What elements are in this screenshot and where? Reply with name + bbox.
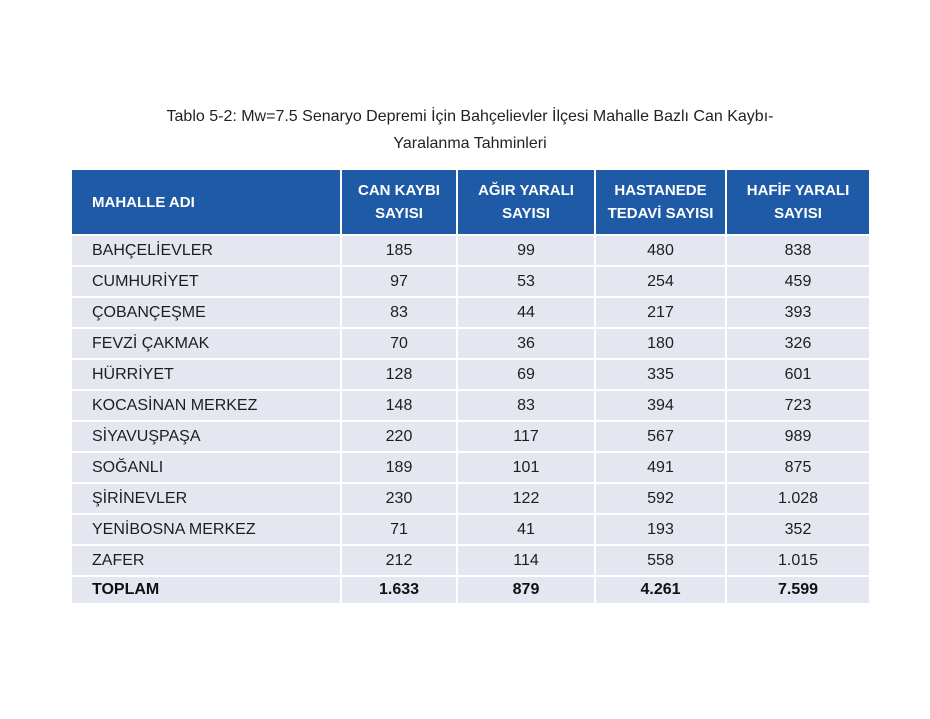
header-mahalle-adi: MAHALLE ADI: [72, 170, 342, 234]
cell-can-kaybi: 128: [342, 358, 458, 389]
table-body: [72, 234, 869, 603]
table-row: [72, 234, 869, 265]
cell-agir-yarali: 69: [458, 358, 596, 389]
cell-agir-yarali: 122: [458, 482, 596, 513]
cell-hafif-yarali: 989: [727, 420, 869, 451]
cell-hastanede-tedavi: 480: [596, 234, 727, 265]
cell-agir-yarali: 114: [458, 544, 596, 575]
cell-mahalle-adi: FEVZİ ÇAKMAK: [72, 327, 342, 358]
cell-hastanede-tedavi: 491: [596, 451, 727, 482]
cell-mahalle-adi: ÇOBANÇEŞME: [72, 296, 342, 327]
table-caption: [70, 103, 870, 157]
cell-can-kaybi: 230: [342, 482, 458, 513]
cell-can-kaybi: 71: [342, 513, 458, 544]
table-row: [72, 482, 869, 513]
table-row: [72, 296, 869, 327]
cell-agir-yarali: 879: [458, 575, 596, 603]
header-can-kaybi: CAN KAYBI SAYISI: [342, 170, 458, 234]
cell-can-kaybi: 70: [342, 327, 458, 358]
cell-hafif-yarali: 393: [727, 296, 869, 327]
cell-hafif-yarali: 1.015: [727, 544, 869, 575]
table-row: [72, 544, 869, 575]
cell-mahalle-adi: TOPLAM: [72, 575, 342, 603]
table-row: [72, 513, 869, 544]
cell-can-kaybi: 189: [342, 451, 458, 482]
header-agir-yarali: AĞIR YARALI SAYISI: [458, 170, 596, 234]
cell-can-kaybi: 212: [342, 544, 458, 575]
cell-mahalle-adi: BAHÇELİEVLER: [72, 234, 342, 265]
cell-hastanede-tedavi: 394: [596, 389, 727, 420]
cell-mahalle-adi: SİYAVUŞPAŞA: [72, 420, 342, 451]
cell-agir-yarali: 99: [458, 234, 596, 265]
cell-mahalle-adi: SOĞANLI: [72, 451, 342, 482]
cell-hafif-yarali: 326: [727, 327, 869, 358]
table-row: [72, 327, 869, 358]
cell-mahalle-adi: ŞİRİNEVLER: [72, 482, 342, 513]
cell-mahalle-adi: HÜRRİYET: [72, 358, 342, 389]
cell-hastanede-tedavi: 567: [596, 420, 727, 451]
cell-mahalle-adi: ZAFER: [72, 544, 342, 575]
cell-agir-yarali: 83: [458, 389, 596, 420]
cell-hafif-yarali: 7.599: [727, 575, 869, 603]
table-header-row: [72, 170, 869, 234]
cell-hastanede-tedavi: 193: [596, 513, 727, 544]
cell-agir-yarali: 36: [458, 327, 596, 358]
table-row: [72, 451, 869, 482]
cell-hafif-yarali: 601: [727, 358, 869, 389]
cell-hastanede-tedavi: 180: [596, 327, 727, 358]
total-row: [72, 575, 869, 603]
table-row: [72, 420, 869, 451]
caption-line-2: Yaralanma Tahminleri: [393, 135, 547, 152]
cell-mahalle-adi: YENİBOSNA MERKEZ: [72, 513, 342, 544]
cell-hastanede-tedavi: 217: [596, 296, 727, 327]
header-hafif-yarali: HAFİF YARALI SAYISI: [727, 170, 869, 234]
casualty-table: [72, 170, 869, 603]
cell-agir-yarali: 117: [458, 420, 596, 451]
cell-hastanede-tedavi: 592: [596, 482, 727, 513]
cell-agir-yarali: 53: [458, 265, 596, 296]
cell-hafif-yarali: 838: [727, 234, 869, 265]
cell-hafif-yarali: 1.028: [727, 482, 869, 513]
cell-hafif-yarali: 352: [727, 513, 869, 544]
caption-line-1: Tablo 5-2: Mw=7.5 Senaryo Depremi İçin Bahçelievler İlçesi Mahalle Bazlı Can Kaybı-: [166, 108, 774, 125]
cell-can-kaybi: 185: [342, 234, 458, 265]
cell-mahalle-adi: CUMHURİYET: [72, 265, 342, 296]
cell-can-kaybi: 1.633: [342, 575, 458, 603]
cell-can-kaybi: 83: [342, 296, 458, 327]
cell-hafif-yarali: 723: [727, 389, 869, 420]
cell-agir-yarali: 44: [458, 296, 596, 327]
header-hastanede-tedavi: HASTANEDE TEDAVİ SAYISI: [596, 170, 727, 234]
cell-can-kaybi: 220: [342, 420, 458, 451]
cell-can-kaybi: 97: [342, 265, 458, 296]
cell-can-kaybi: 148: [342, 389, 458, 420]
cell-agir-yarali: 41: [458, 513, 596, 544]
cell-hastanede-tedavi: 558: [596, 544, 727, 575]
cell-hafif-yarali: 875: [727, 451, 869, 482]
cell-mahalle-adi: KOCASİNAN MERKEZ: [72, 389, 342, 420]
cell-hafif-yarali: 459: [727, 265, 869, 296]
table-row: [72, 358, 869, 389]
table-row: [72, 265, 869, 296]
table-row: [72, 389, 869, 420]
cell-hastanede-tedavi: 254: [596, 265, 727, 296]
cell-hastanede-tedavi: 335: [596, 358, 727, 389]
cell-agir-yarali: 101: [458, 451, 596, 482]
cell-hastanede-tedavi: 4.261: [596, 575, 727, 603]
